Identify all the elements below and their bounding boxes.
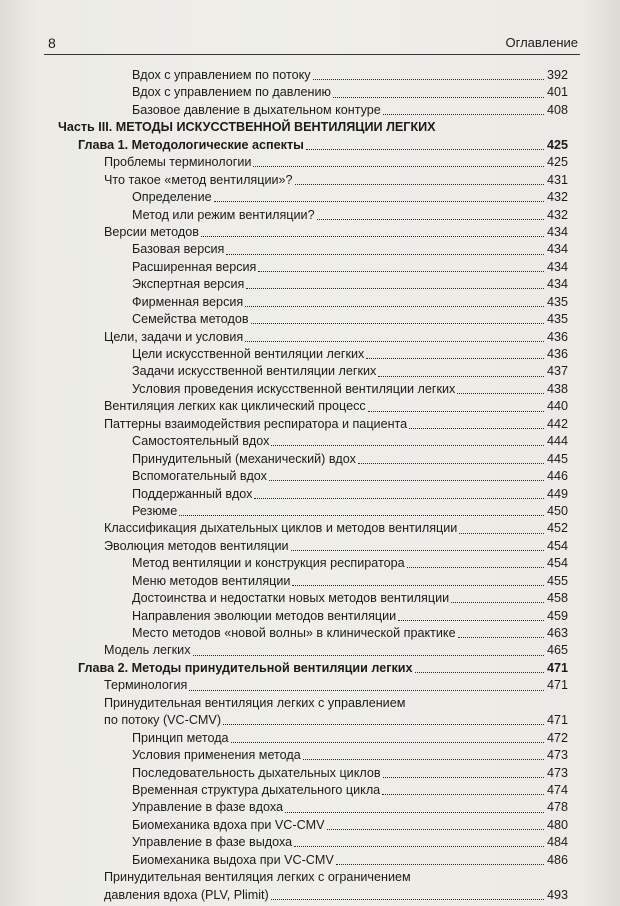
toc-leader-dots <box>407 567 544 568</box>
toc-entry-page: 471 <box>546 713 568 728</box>
toc-entry <box>58 695 568 712</box>
toc-entry <box>58 259 568 276</box>
toc-entry <box>58 869 568 886</box>
toc-entry-page: 432 <box>546 207 568 222</box>
running-title: Оглавление <box>505 35 578 50</box>
table-of-contents <box>58 67 568 904</box>
toc-entry <box>58 887 568 904</box>
toc-leader-dots <box>378 376 544 377</box>
toc-leader-dots <box>451 602 544 603</box>
toc-entry <box>58 329 568 346</box>
toc-entry <box>58 852 568 869</box>
toc-entry <box>58 346 568 363</box>
toc-entry-page: 478 <box>546 800 568 815</box>
toc-leader-dots <box>246 288 544 289</box>
toc-leader-dots <box>193 655 545 656</box>
toc-entry-title: Принудительная вентиляция легких с ограничением <box>104 870 411 885</box>
toc-entry-title: Цели, задачи и условия <box>104 329 244 344</box>
toc-entry-title: Резюме <box>132 503 178 518</box>
toc-entry-page: 454 <box>546 556 568 571</box>
toc-leader-dots <box>179 515 544 516</box>
page-header <box>44 32 580 55</box>
toc-entry-title: Принудительный (механический) вдох <box>132 451 356 466</box>
toc-leader-dots <box>291 550 544 551</box>
toc-leader-dots <box>295 184 544 185</box>
toc-entry <box>58 538 568 555</box>
toc-entry <box>58 468 568 485</box>
toc-entry <box>58 712 568 729</box>
toc-entry <box>58 782 568 799</box>
toc-entry-page: 442 <box>546 416 568 431</box>
toc-entry-title: Самостоятельный вдох <box>132 434 270 449</box>
toc-entry-title: Фирменная версия <box>132 294 244 309</box>
toc-entry <box>58 294 568 311</box>
toc-entry-page: 425 <box>546 155 568 170</box>
toc-entry-title: Поддержанный вдох <box>132 486 253 501</box>
toc-entry <box>58 765 568 782</box>
toc-leader-dots <box>303 759 544 760</box>
toc-entry-page: 484 <box>546 835 568 850</box>
toc-entry <box>58 573 568 590</box>
toc-entry-page: 432 <box>546 190 568 205</box>
toc-leader-dots <box>382 794 544 795</box>
toc-leader-dots <box>271 899 544 900</box>
toc-entry-page: 474 <box>546 782 568 797</box>
toc-entry <box>58 189 568 206</box>
toc-leader-dots <box>459 533 544 534</box>
toc-entry <box>58 67 568 84</box>
toc-entry <box>58 486 568 503</box>
toc-entry-page: 472 <box>546 730 568 745</box>
toc-entry-page: 454 <box>546 538 568 553</box>
toc-entry-title: Базовое давление в дыхательном контуре <box>132 102 381 117</box>
toc-entry-page: 434 <box>546 259 568 274</box>
toc-entry-page: 435 <box>546 312 568 327</box>
toc-entry-title: Метод или режим вентиляции? <box>132 207 315 222</box>
toc-leader-dots <box>457 393 544 394</box>
toc-leader-dots <box>226 254 544 255</box>
toc-entry-title: Достоинства и недостатки новых методов вентиляции <box>132 591 450 606</box>
toc-leader-dots <box>336 864 544 865</box>
toc-entry-page: 438 <box>546 381 568 396</box>
toc-entry <box>58 172 568 189</box>
toc-entry-title: Метод вентиляции и конструкция респиратора <box>132 556 405 571</box>
toc-entry <box>58 834 568 851</box>
toc-entry-title: Место методов «новой волны» в клинической практике <box>132 626 456 640</box>
toc-entry <box>58 102 568 119</box>
toc-entry-title: по потоку (VC-CMV) <box>104 713 222 728</box>
toc-entry-title: Управление в фазе вдоха <box>132 800 283 815</box>
toc-entry <box>58 451 568 468</box>
toc-entry <box>58 381 568 398</box>
toc-entry-page: 473 <box>546 765 568 780</box>
toc-leader-dots <box>214 201 544 202</box>
toc-leader-dots <box>306 149 544 150</box>
toc-entry <box>58 154 568 171</box>
toc-entry-page: 435 <box>546 294 568 309</box>
toc-entry-page: 436 <box>546 329 568 344</box>
toc-entry-title: Условия проведения искусственной вентиляции легких <box>132 381 456 396</box>
toc-leader-dots <box>231 742 544 743</box>
toc-entry <box>58 642 568 659</box>
toc-entry <box>58 433 568 450</box>
toc-entry-page: 493 <box>546 887 568 902</box>
toc-entry-title: Семейства методов <box>132 312 249 327</box>
toc-entry <box>58 207 568 224</box>
toc-entry-title: Цели искусственной вентиляции легких <box>132 347 365 361</box>
toc-leader-dots <box>327 829 544 830</box>
toc-entry-title: Экспертная версия <box>132 277 245 292</box>
toc-entry <box>58 241 568 258</box>
toc-entry-title: Вдох с управлением по потоку <box>132 68 311 82</box>
toc-entry-page: 455 <box>546 573 568 588</box>
toc-leader-dots <box>333 97 544 98</box>
toc-entry-page: 440 <box>546 399 568 414</box>
toc-entry-title: Биомеханика выдоха при VC-CMV <box>132 852 334 867</box>
toc-leader-dots <box>201 236 544 237</box>
toc-entry-title: Временная структура дыхательного цикла <box>132 782 381 797</box>
toc-leader-dots <box>294 846 544 847</box>
toc-leader-dots <box>285 812 544 813</box>
toc-entry-title: Расширенная версия <box>132 259 257 274</box>
toc-entry-page: 465 <box>546 643 568 658</box>
page-number: 8 <box>48 35 56 51</box>
toc-entry <box>58 84 568 101</box>
toc-leader-dots <box>245 306 544 307</box>
toc-entry-title: давления вдоха (PLV, Plimit) <box>104 887 269 902</box>
toc-entry <box>58 799 568 816</box>
toc-entry-page: 445 <box>546 451 568 466</box>
toc-entry <box>58 677 568 694</box>
toc-entry-page: 480 <box>546 817 568 832</box>
toc-entry-page: 459 <box>546 608 568 623</box>
toc-entry <box>58 311 568 328</box>
toc-entry-page: 471 <box>546 660 568 675</box>
toc-leader-dots <box>292 585 544 586</box>
toc-entry <box>58 363 568 380</box>
toc-entry-page: 408 <box>546 102 568 117</box>
toc-entry <box>58 224 568 241</box>
toc-leader-dots <box>383 114 544 115</box>
toc-entry-title: Направления эволюции методов вентиляции <box>132 608 397 623</box>
toc-entry-title: Базовая версия <box>132 242 225 257</box>
toc-leader-dots <box>251 323 544 324</box>
toc-entry <box>58 817 568 834</box>
toc-leader-dots <box>189 690 544 691</box>
toc-entry-title: Меню методов вентиляции <box>132 573 291 588</box>
toc-entry-title: Паттерны взаимодействия респиратора и пациента <box>104 416 408 431</box>
toc-entry <box>58 730 568 747</box>
toc-entry-page: 401 <box>546 85 568 100</box>
toc-leader-dots <box>398 620 544 621</box>
toc-entry-page: 473 <box>546 748 568 763</box>
toc-entry <box>58 555 568 572</box>
toc-entry-page: 449 <box>546 486 568 501</box>
toc-entry-page: 463 <box>546 626 568 640</box>
toc-entry-title: Биомеханика вдоха при VC-CMV <box>132 817 325 832</box>
toc-entry-title: Принцип метода <box>132 730 229 745</box>
toc-entry-title: Часть III. МЕТОДЫ ИСКУССТВЕННОЙ ВЕНТИЛЯЦИИ ЛЕГКИХ <box>58 120 436 135</box>
toc-leader-dots <box>415 672 544 673</box>
toc-entry-page: 450 <box>546 503 568 518</box>
toc-entry-title: Что такое «метод вентиляции»? <box>104 172 293 187</box>
toc-leader-dots <box>269 480 544 481</box>
toc-entry-title: Модель легких <box>104 643 191 658</box>
toc-entry-page: 434 <box>546 277 568 292</box>
toc-entry-page: 486 <box>546 852 568 867</box>
toc-entry-title: Принудительная вентиляция легких с управлением <box>104 695 406 710</box>
toc-entry-page: 431 <box>546 172 568 187</box>
toc-leader-dots <box>458 637 544 638</box>
toc-entry-page: 434 <box>546 224 568 239</box>
toc-entry <box>58 503 568 520</box>
toc-entry-title: Вдох с управлением по давлению <box>132 85 331 100</box>
toc-leader-dots <box>223 724 544 725</box>
toc-entry-title: Глава 1. Методологические аспекты <box>78 137 304 152</box>
toc-entry-title: Условия применения метода <box>132 748 301 763</box>
toc-entry-page: 444 <box>546 434 568 449</box>
toc-entry <box>58 276 568 293</box>
toc-leader-dots <box>258 271 544 272</box>
toc-entry-page: 425 <box>546 137 568 152</box>
toc-entry-title: Классификация дыхательных циклов и методов вентиляции <box>104 521 458 536</box>
toc-entry <box>58 590 568 607</box>
toc-entry-page: 458 <box>546 591 568 606</box>
toc-leader-dots <box>253 166 544 167</box>
toc-entry <box>58 398 568 415</box>
toc-leader-dots <box>313 79 544 80</box>
toc-entry <box>58 137 568 154</box>
toc-entry-page: 392 <box>546 68 568 82</box>
toc-entry-page: 437 <box>546 364 568 379</box>
toc-entry <box>58 520 568 537</box>
toc-entry-title: Эволюция методов вентиляции <box>104 538 289 553</box>
toc-entry <box>58 747 568 764</box>
toc-entry <box>58 416 568 433</box>
toc-entry-title: Терминология <box>104 678 188 693</box>
toc-entry-title: Последовательность дыхательных циклов <box>132 765 381 780</box>
toc-entry <box>58 660 568 677</box>
toc-entry-title: Задачи искусственной вентиляции легких <box>132 364 377 379</box>
toc-entry <box>58 608 568 625</box>
toc-entry-page: 436 <box>546 347 568 361</box>
toc-leader-dots <box>409 428 544 429</box>
toc-entry-title: Управление в фазе выдоха <box>132 835 293 850</box>
toc-leader-dots <box>383 777 544 778</box>
toc-entry-title: Глава 2. Методы принудительной вентиляции легких <box>78 660 413 675</box>
toc-entry-page: 434 <box>546 242 568 257</box>
toc-entry-page: 471 <box>546 678 568 693</box>
toc-entry-title: Вспомогательный вдох <box>132 469 267 484</box>
toc-entry <box>58 625 568 642</box>
toc-entry-title: Определение <box>132 190 212 205</box>
toc-leader-dots <box>245 341 544 342</box>
toc-entry-page: 452 <box>546 521 568 536</box>
toc-entry-title: Вентиляция легких как циклический процесс <box>104 399 366 414</box>
toc-entry-title: Версии методов <box>104 224 199 239</box>
toc-entry-title: Проблемы терминологии <box>104 155 252 170</box>
toc-leader-dots <box>366 358 544 359</box>
toc-leader-dots <box>368 411 544 412</box>
toc-entry <box>58 119 568 136</box>
toc-leader-dots <box>358 463 544 464</box>
toc-leader-dots <box>317 219 544 220</box>
toc-entry-page: 446 <box>546 469 568 484</box>
toc-leader-dots <box>254 498 544 499</box>
toc-leader-dots <box>271 445 544 446</box>
